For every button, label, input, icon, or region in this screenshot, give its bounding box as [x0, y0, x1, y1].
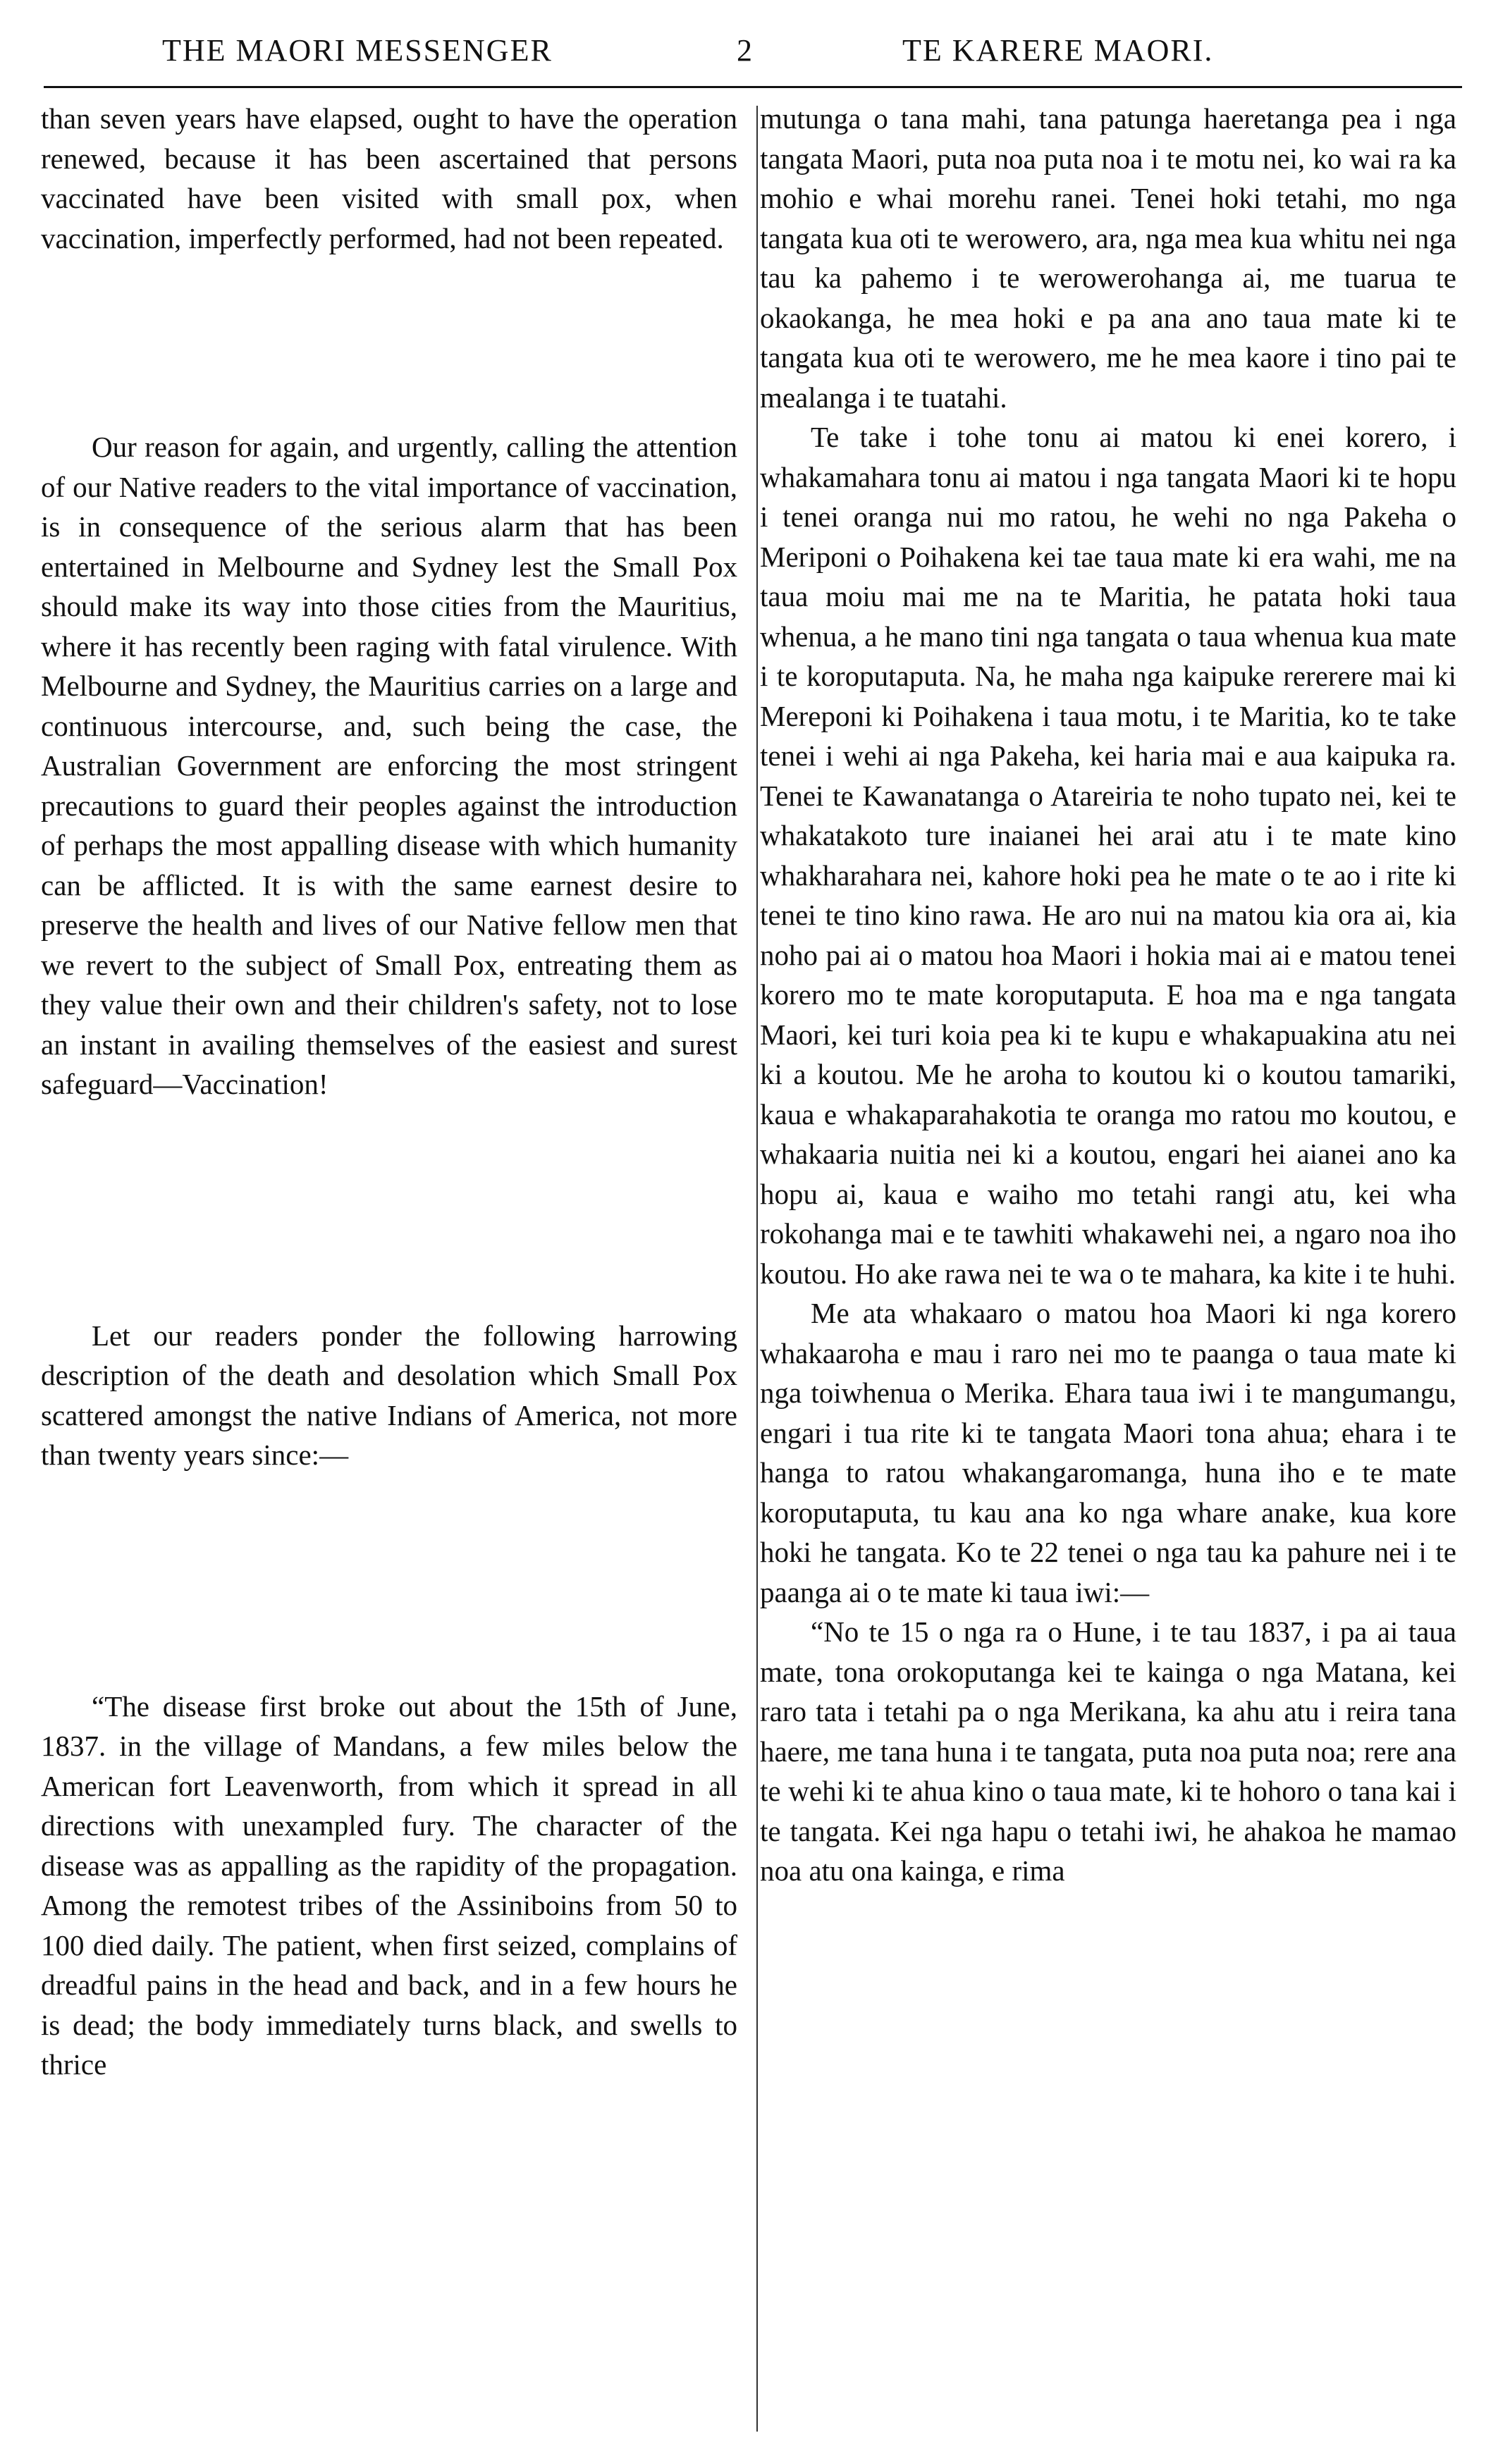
english-paragraph-4: “The disease first broke out about the 15th of June, 1837. in the village of Mandans, a few miles below the American fort Leavenworth, from which it spread in all directions with unexampled fury. The character of the disease was as appalling as the rapidity of the propagation. Among the remotest tribes of the Assiniboins from 50 to 100 died daily. The patient, when first seized, complains of dreadful pains in the head and back, and in a few hours he is dead; the body immediately turns black, and swells to thrice: [41, 1689, 737, 2081]
page-header: [0, 20, 1510, 83]
english-paragraph-3: Let our readers ponder the following harrowing description of the death and desolation which Small Pox scattered amongst the native Indians of America, not more than twenty years since:—: [41, 1319, 737, 1471]
maori-paragraph-1: mutunga o tana mahi, tana patunga haeretanga pea i nga tangata Maori, puta noa puta noa i te motu nei, ko wai ra ka mohio e whai morehu ranei. Tenei hoki tetahi, mo nga tangata kua oti te werowero, ara, nga mea kua whitu nei nga tau ka pahemo i te werowerohanga ai, me tuarua te okaokanga, he mea hoki e pa ana ano taua mate ki te tangata kua oti te werowero, me he mea kaore i tino pai te mealanga i te tuatahi.: [760, 102, 1456, 414]
english-column: [41, 99, 737, 2439]
spacer: [41, 1104, 737, 1316]
masthead-english: THE MAORI MESSENGER: [162, 33, 553, 68]
maori-paragraph-4: “No te 15 o nga ra o Hune, i te tau 1837, i pa ai taua mate, tona orokoputanga kei te kainga o nga Matana, kei raro tata i tetahi pa o nga Merikana, ka ahu atu i reira tana haere, me tana huna i te tangata, puta noa puta noa; rere ana te wehi ki te ahua kino o taua mate, ki te hohoro o tana kai i te tangata. Kei nga hapu o tetahi iwi, he ahakoa he mamao noa atu ona kainga, e rima: [760, 1615, 1456, 1887]
english-paragraph-1: than seven years have elapsed, ought to have the operation renewed, because it has been ascertained that persons vaccinated have been visited with small pox, when vaccination, imperfectly performed, had not been repeated.: [41, 102, 737, 254]
spacer: [41, 258, 737, 427]
maori-column: [760, 99, 1456, 2439]
english-paragraph-2: Our reason for again, and urgently, calling the attention of our Native readers to the vital importance of vaccination, is in consequence of the serious alarm that has been entertained in Melbourne and Sydney lest the Small Pox should make its way into those cities from the Mauritius, where it has recently been raging with fatal virulence. With Melbourne and Sydney, the Mauritius carries on a large and continuous intercourse, and, such being the case, the Australian Government are enforcing the most stringent precautions to guard their peoples against the introduction of perhaps the most appalling disease with which humanity can be afflicted. It is with the same earnest desire to preserve the health and lives of our Native fellow men that we revert to the subject of Small Pox, entreating them as they value their own and their children's safety, not to lose an instant in availing themselves of the easiest and surest safeguard—Vaccination!: [41, 431, 737, 1100]
page-number: 2: [737, 33, 754, 68]
maori-paragraph-2: Te take i tohe tonu ai matou ki enei korero, i whakamahara tonu ai matou i nga tangata Maori ki te hopu i tenei oranga nui mo ratou, he wehi no nga Pakeha o Meriponi o Poihakena kei tae taua mate ki era wahi, me na taua moiu mai me na te Maritia, he patata hoki taua whenua, a he mano tini nga tangata o taua whenua kua mate i te koroputaputa. Na, he maha nga kaipuke rererere mai ki Mereponi ki Poihakena i taua motu, i te Maritia, ko te take tenei i wehi ai nga Pakeha, kei haria mai e aua kaipuka ra. Tenei te Kawanatanga o Atareiria te noho tupato nei, kei te whakatakoto ture inaianei hei arai atu i te mate kino whakharahara nei, kahore hoki pea he mate o te ao i rite ki tenei te tino kino rawa. He aro nui na matou kia ora ai, kia noho pai ai o matou hoa Maori i hokia mai ai e matou tenei korero mo te mate koroputaputa. E hoa ma e nga tangata Maori, kei turi koia pea ki te kupu e whakapuakina atu nei ki a koutou. Me he aroha to koutou ki o koutou tamariki, kaua e whakaparahakotia te oranga mo ratou mo koutou, e whakaaria nuitia nei ki a koutou, engari hei aianei ano ka hopu ai, kaua e waiho mo tetahi rangi atu, kei wha rokohanga mai e te tawhiti whakawehi nei, a ngaro noa iho koutou. Ho ake rawa nei te wa o te mahara, ka kite i te huhi.: [760, 421, 1456, 1290]
masthead-maori: TE KARERE MAORI.: [902, 33, 1214, 68]
maori-paragraph-3: Me ata whakaaro o matou hoa Maori ki nga korero whakaaroha e mau i raro nei mo te paanga o taua mate ki nga toiwhenua o Merika. Ehara taua iwi i te mangumangu, engari i tua rite ki te tangata Maori tona ahua; ehara i te hanga to ratou whakangaromanga, huna iho e te mate koroputaputa, tu kau ana ko nga whare anake, kua kore hoki he tangata. Ko te 22 tenei o nga tau ka pahure nei i te paanga ai o te mate ki taua iwi:—: [760, 1297, 1456, 1608]
column-divider: [756, 106, 758, 2432]
spacer: [41, 1475, 737, 1687]
header-rule: [44, 86, 1462, 88]
